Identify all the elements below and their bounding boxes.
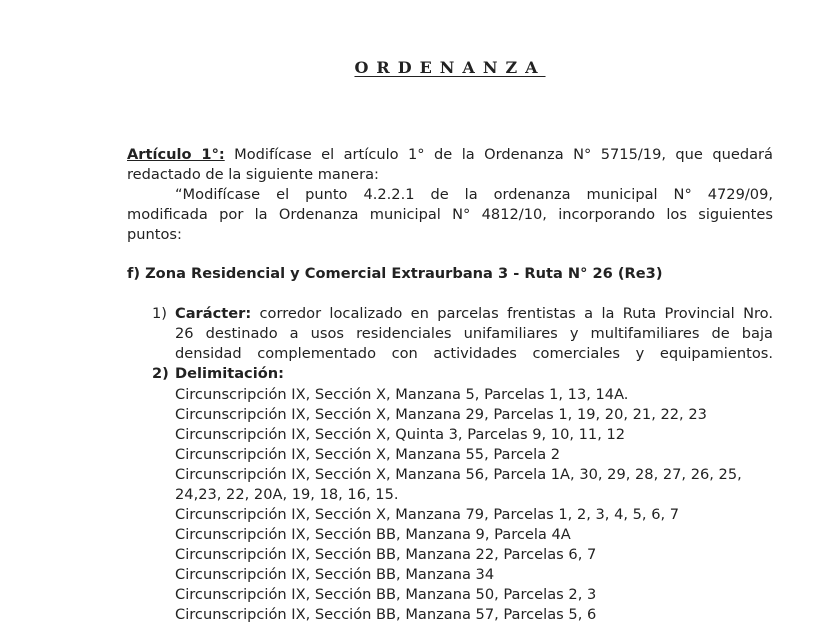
delimitation-item: Circunscripción IX, Sección X, Manzana 56, Parcela 1A, 30, 29, 28, 27, 26, 25, — [175, 466, 742, 483]
delimitation-item: Circunscripción IX, Sección X, Manzana 29, Parcelas 1, 19, 20, 21, 22, 23 — [175, 406, 707, 423]
document-title: ORDENANZA — [354, 58, 546, 77]
item-1-line-3: densidad complementado con actividades comerciales y equipamientos. — [175, 345, 773, 362]
delimitation-item: 24,23, 22, 20A, 19, 18, 16, 15. — [175, 486, 399, 503]
item-1-label: Carácter: — [175, 305, 252, 322]
delimitation-item: Circunscripción IX, Sección BB, Manzana 22, Parcelas 6, 7 — [175, 546, 597, 563]
article-line-4: modificada por la Ordenanza municipal N° 4812/10, incorporando los siguientes — [127, 206, 773, 223]
item-1-line-2: 26 destinado a usos residenciales unifamiliares y multifamiliares de baja — [175, 325, 773, 342]
delimitation-item: Circunscripción IX, Sección X, Quinta 3, Parcelas 9, 10, 11, 12 — [175, 426, 626, 443]
delimitation-item: Circunscripción IX, Sección BB, Manzana 57, Parcelas 5, 6 — [175, 606, 597, 623]
delimitation-item: Circunscripción IX, Sección BB, Manzana 50, Parcelas 2, 3 — [175, 586, 597, 603]
zone-heading: f) Zona Residencial y Comercial Extraurbana 3 - Ruta N° 26 (Re3) — [127, 265, 663, 282]
item-2-label: Delimitación: — [175, 365, 284, 382]
article-line-1: Artículo 1°: Modifícase el artículo 1° de la Ordenanza N° 5715/19, que quedará — [127, 146, 773, 163]
item-1-number: 1) — [152, 305, 167, 322]
article-line-5: puntos: — [127, 226, 182, 243]
delimitation-item: Circunscripción IX, Sección X, Manzana 79, Parcelas 1, 2, 3, 4, 5, 6, 7 — [175, 506, 680, 523]
item-1-line-1: Carácter: corredor localizado en parcelas frentistas a la Ruta Provincial Nro. — [175, 305, 773, 322]
article-line-2: redactado de la siguiente manera: — [127, 166, 379, 183]
delimitation-item: Circunscripción IX, Sección BB, Manzana 9, Parcela 4A — [175, 526, 571, 543]
delimitation-item: Circunscripción IX, Sección BB, Manzana 34 — [175, 566, 495, 583]
article-line-3: “Modifícase el punto 4.2.2.1 de la ordenanza municipal N° 4729/09, — [175, 186, 773, 203]
delimitation-item: Circunscripción IX, Sección X, Manzana 55, Parcela 2 — [175, 446, 561, 463]
article-label: Artículo 1°: — [127, 146, 225, 163]
delimitation-item: Circunscripción IX, Sección X, Manzana 5, Parcelas 1, 13, 14A. — [175, 386, 629, 403]
item-2-number: 2) — [152, 365, 169, 382]
